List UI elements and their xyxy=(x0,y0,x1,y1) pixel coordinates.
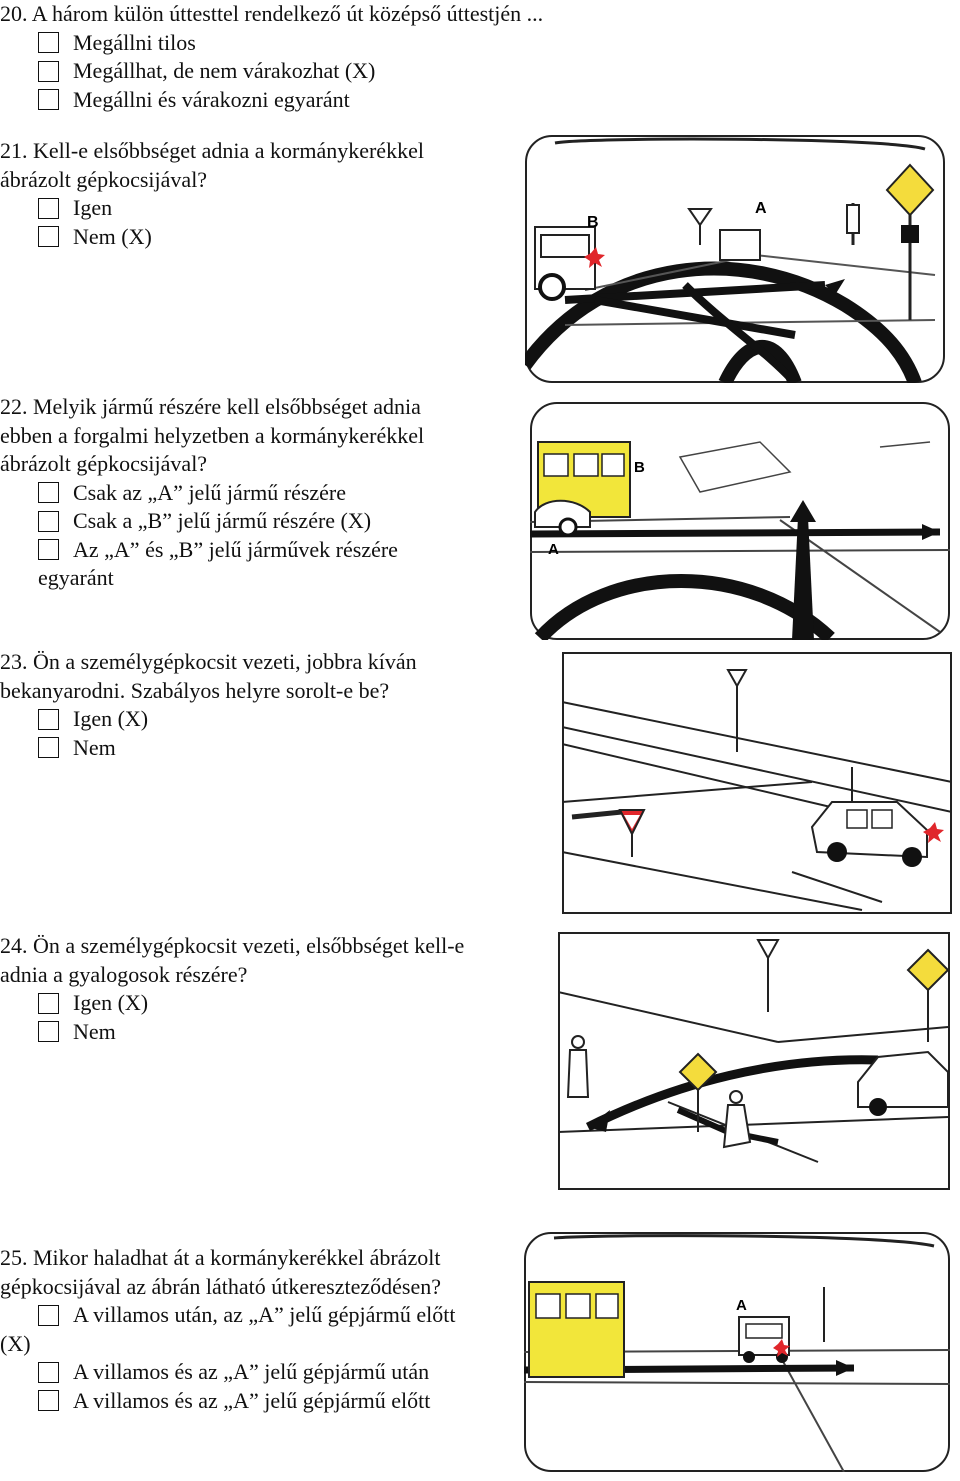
figure-label-a: A xyxy=(548,541,559,558)
q23-option-1[interactable] xyxy=(0,705,417,734)
question-24-text-2: adnia a gyalogosok részére? xyxy=(0,961,248,987)
checkbox[interactable] xyxy=(38,993,59,1014)
option-label: Nem xyxy=(73,1018,116,1044)
option-label: Igen (X) xyxy=(73,990,149,1015)
figure-24-intersection xyxy=(558,932,950,1190)
checkbox[interactable] xyxy=(38,61,59,82)
q25-option-1[interactable] xyxy=(0,1301,455,1330)
figure-label-a: A xyxy=(736,1297,747,1314)
q22-option-3-continuation: egyaránt xyxy=(38,565,114,590)
question-20 xyxy=(0,0,543,114)
q25-option-1-continuation: (X) xyxy=(0,1330,31,1356)
checkbox[interactable] xyxy=(38,32,59,53)
checkbox[interactable] xyxy=(38,482,59,503)
question-24 xyxy=(0,932,464,1046)
question-22-text-2: ebben a forgalmi helyzetben a kormánykerékkel xyxy=(0,422,425,448)
figure-label-b: B xyxy=(587,214,599,231)
question-20-text: 20. A három külön úttesttel rendelkező út középső úttestjén ... xyxy=(0,1,544,26)
question-23-text-1: 23. Ön a személygépkocsit vezeti, jobbra kíván xyxy=(0,649,417,674)
q24-option-2[interactable] xyxy=(0,1018,464,1047)
checkbox[interactable] xyxy=(38,1021,59,1042)
question-22-text-3: ábrázolt gépkocsijával? xyxy=(0,451,208,476)
q21-option-1[interactable] xyxy=(0,194,424,223)
question-21-text-1: 21. Kell-e elsőbbséget adnia a kormánykerékkel xyxy=(0,138,424,163)
option-label: A villamos után, az „A” jelű gépjármű előtt xyxy=(73,1302,456,1327)
option-label: Megállhat, de nem várakozhat (X) xyxy=(73,58,376,83)
q22-option-3[interactable] xyxy=(0,536,424,565)
q20-option-3[interactable] xyxy=(0,86,543,115)
checkbox[interactable] xyxy=(38,511,59,532)
q21-option-2[interactable] xyxy=(0,223,424,252)
checkbox[interactable] xyxy=(38,539,59,560)
figure-25-intersection xyxy=(524,1232,950,1472)
checkbox[interactable] xyxy=(38,1362,59,1383)
option-label: Igen xyxy=(73,195,113,220)
checkbox[interactable] xyxy=(38,89,59,110)
option-label: A villamos és az „A” jelű gépjármű után xyxy=(73,1359,430,1384)
figure-22-intersection xyxy=(530,402,950,640)
figure-23-intersection xyxy=(562,652,952,914)
checkbox[interactable] xyxy=(38,1390,59,1411)
q24-option-1[interactable] xyxy=(0,989,464,1018)
option-label: Megállni és várakozni egyaránt xyxy=(73,86,350,112)
question-22 xyxy=(0,393,424,593)
question-21-text-2: ábrázolt gépkocsijával? xyxy=(0,166,208,192)
checkbox[interactable] xyxy=(38,226,59,247)
q20-option-2[interactable] xyxy=(0,57,543,86)
option-label: Igen (X) xyxy=(73,706,149,731)
option-label: Az „A” és „B” jelű járművek részére xyxy=(73,536,398,562)
question-25-text-2: gépkocsijával az ábrán látható útkereszteződésen? xyxy=(0,1273,441,1299)
question-24-text-1: 24. Ön a személygépkocsit vezeti, elsőbbséget kell-e xyxy=(0,933,465,958)
option-label: Nem (X) xyxy=(73,223,152,249)
question-25-text-1: 25. Mikor haladhat át a kormánykerékkel ábrázolt xyxy=(0,1245,441,1270)
question-25 xyxy=(0,1244,455,1415)
q25-option-2[interactable] xyxy=(0,1358,455,1387)
option-label: A villamos és az „A” jelű gépjármű előtt xyxy=(73,1387,431,1413)
question-23-text-2: bekanyarodni. Szabályos helyre sorolt-e be? xyxy=(0,677,390,703)
checkbox[interactable] xyxy=(38,1305,59,1326)
checkbox[interactable] xyxy=(38,737,59,758)
question-21 xyxy=(0,137,424,251)
checkbox[interactable] xyxy=(38,198,59,219)
q25-option-3[interactable] xyxy=(0,1387,455,1416)
option-label: Csak az „A” jelű jármű részére xyxy=(73,479,347,505)
question-22-text-1: 22. Melyik jármű részére kell elsőbbséget adnia xyxy=(0,394,421,419)
figure-label-b: B xyxy=(634,459,645,476)
figure-label-a: A xyxy=(755,200,767,217)
q23-option-2[interactable] xyxy=(0,734,417,763)
option-label: Megállni tilos xyxy=(73,29,196,55)
figure-21-intersection xyxy=(525,135,945,383)
question-23 xyxy=(0,648,417,762)
q22-option-1[interactable] xyxy=(0,479,424,508)
option-label: Nem xyxy=(73,734,116,760)
q20-option-1[interactable] xyxy=(0,29,543,58)
option-label: Csak a „B” jelű jármű részére (X) xyxy=(73,508,372,533)
q22-option-2[interactable] xyxy=(0,507,424,536)
checkbox[interactable] xyxy=(38,709,59,730)
